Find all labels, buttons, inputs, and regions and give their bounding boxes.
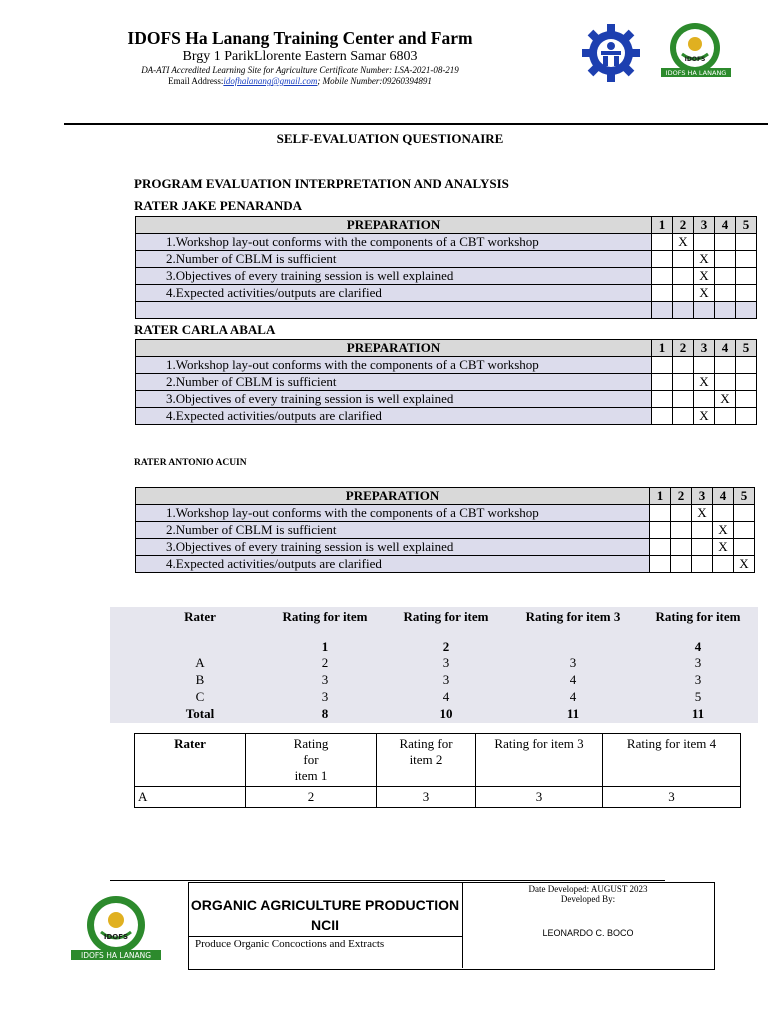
rating-cell <box>694 357 715 374</box>
scale-2: 2 <box>671 488 692 505</box>
rating-item-text: 3.Objectives of every training session is well explained <box>136 539 650 556</box>
rating-cell <box>736 408 757 425</box>
rating-cell: X <box>694 268 715 285</box>
summary-cell: 3 <box>321 672 329 687</box>
rater-a-table <box>134 733 741 808</box>
rating-cell <box>671 505 692 522</box>
rating-cell <box>673 408 694 425</box>
rating-cell <box>652 391 673 408</box>
rating-item-text: 4.Expected activities/outputs are clarified <box>136 408 652 425</box>
rating-cell <box>715 374 736 391</box>
rating-table <box>135 487 755 573</box>
rating-cell <box>734 505 755 522</box>
rating-cell <box>673 391 694 408</box>
rating-cell: X <box>713 539 734 556</box>
summary-cell: 3 <box>321 689 329 704</box>
rater-label: RATER CARLA ABALA <box>134 322 276 337</box>
bottom-header: Rater <box>135 734 246 787</box>
scale-1: 1 <box>652 217 673 234</box>
scale-5: 5 <box>734 488 755 505</box>
rating-cell <box>652 374 673 391</box>
rating-item-text: 3.Objectives of every training session is well explained <box>136 268 652 285</box>
rating-cell <box>736 251 757 268</box>
rating-cell <box>650 539 671 556</box>
summary-header: Rating for item <box>403 609 489 624</box>
rating-cell <box>736 357 757 374</box>
scale-1: 1 <box>652 340 673 357</box>
rating-item-text <box>136 302 652 319</box>
summary-header-number: 2 <box>442 639 450 654</box>
rating-cell <box>736 234 757 251</box>
rating-item-text: 1.Workshop lay-out conforms with the components of a CBT workshop <box>136 357 652 374</box>
rating-row <box>136 357 757 374</box>
course-subtitle: Produce Organic Concoctions and Extracts <box>195 938 385 950</box>
rating-cell <box>694 391 715 408</box>
rating-row <box>136 302 757 319</box>
rating-cell <box>650 505 671 522</box>
rating-cell <box>652 234 673 251</box>
rating-row <box>136 408 757 425</box>
rater-label: RATER JAKE PENARANDA <box>134 198 303 213</box>
rating-cell: X <box>713 522 734 539</box>
rating-item-text: 4.Expected activities/outputs are clarified <box>136 285 652 302</box>
summary-cell: 3 <box>442 655 450 670</box>
scale-2: 2 <box>673 217 694 234</box>
svg-text:IDOFS HA LANANG: IDOFS HA LANANG <box>665 69 727 77</box>
rating-cell <box>671 539 692 556</box>
bottom-cell: 3 <box>476 787 603 808</box>
scale-5: 5 <box>736 340 757 357</box>
rating-cell <box>715 285 736 302</box>
rating-cell <box>652 302 673 319</box>
mobile-number: ; Mobile Number:09260394891 <box>317 76 432 86</box>
rating-cell: X <box>715 391 736 408</box>
rating-cell <box>694 234 715 251</box>
summary-header: Rating for item <box>655 609 741 624</box>
summary-cell: B <box>195 672 205 687</box>
rating-cell <box>713 505 734 522</box>
summary-header: Rating for item 3 <box>525 609 621 624</box>
rating-row <box>136 251 757 268</box>
rating-cell: X <box>734 556 755 573</box>
rating-cell <box>736 285 757 302</box>
summary-cell: 5 <box>694 689 702 704</box>
scale-5: 5 <box>736 217 757 234</box>
summary-cell: 3 <box>694 672 702 687</box>
rating-cell <box>715 302 736 319</box>
rating-cell <box>673 251 694 268</box>
summary-header-number: 4 <box>694 639 702 654</box>
rating-cell: X <box>694 374 715 391</box>
table-heading: PREPARATION <box>136 488 650 505</box>
rating-cell: X <box>694 251 715 268</box>
gear-logo <box>580 22 642 84</box>
summary-cell: 3 <box>442 672 450 687</box>
rating-cell <box>734 539 755 556</box>
contact-line <box>0 76 600 86</box>
bottom-header: Rating for item 2 <box>377 734 476 787</box>
rating-cell <box>652 408 673 425</box>
scale-3: 3 <box>694 217 715 234</box>
bottom-cell: 2 <box>246 787 377 808</box>
svg-text:IDOFS: IDOFS <box>684 56 706 63</box>
rating-item-text: 1.Workshop lay-out conforms with the components of a CBT workshop <box>136 234 652 251</box>
rating-cell <box>715 234 736 251</box>
rating-cell <box>673 268 694 285</box>
scale-3: 3 <box>694 340 715 357</box>
scale-4: 4 <box>713 488 734 505</box>
rating-cell <box>650 522 671 539</box>
rating-item-text: 4.Expected activities/outputs are clarified <box>136 556 650 573</box>
rating-row <box>136 556 755 573</box>
course-title: ORGANIC AGRICULTURE PRODUCTION NCII <box>190 897 460 933</box>
email-label: Email Address: <box>168 76 224 86</box>
rating-cell <box>652 357 673 374</box>
rating-cell: X <box>694 408 715 425</box>
rating-cell <box>736 268 757 285</box>
scale-3: 3 <box>692 488 713 505</box>
rating-cell <box>713 556 734 573</box>
rating-cell <box>671 556 692 573</box>
table-heading: PREPARATION <box>136 217 652 234</box>
section-heading: PROGRAM EVALUATION INTERPRETATION AND ANALYSIS <box>134 176 509 191</box>
rating-cell <box>673 357 694 374</box>
bottom-cell: A <box>135 787 246 808</box>
rating-cell <box>734 522 755 539</box>
scale-4: 4 <box>715 217 736 234</box>
summary-total-cell: Total <box>185 706 215 721</box>
rating-item-text: 3.Objectives of every training session is well explained <box>136 391 652 408</box>
bottom-header: Rating for item 4 <box>603 734 741 787</box>
rating-cell <box>652 285 673 302</box>
scale-1: 1 <box>650 488 671 505</box>
developed-by-label: Developed By: <box>560 894 616 904</box>
rating-item-text: 2.Number of CBLM is sufficient <box>136 522 650 539</box>
ratings-summary <box>110 607 758 723</box>
summary-cell: A <box>195 655 205 670</box>
svg-text:IDOFS: IDOFS <box>103 933 129 941</box>
rating-cell <box>673 285 694 302</box>
rating-cell: X <box>692 505 713 522</box>
svg-text:IDOFS HA LANANG: IDOFS HA LANANG <box>80 951 152 960</box>
summary-cell: 2 <box>321 655 329 670</box>
rating-cell: X <box>694 285 715 302</box>
rating-row <box>136 234 757 251</box>
rating-item-text: 1.Workshop lay-out conforms with the components of a CBT workshop <box>136 505 650 522</box>
rating-row <box>136 505 755 522</box>
rating-item-text: 2.Number of CBLM is sufficient <box>136 374 652 391</box>
rating-cell <box>673 302 694 319</box>
rating-cell <box>652 251 673 268</box>
bottom-header: Rating for item 1 <box>246 734 377 787</box>
rating-row <box>136 285 757 302</box>
org-address: Brgy 1 ParikLlorente Eastern Samar 6803 <box>182 49 418 64</box>
rating-cell <box>736 391 757 408</box>
rating-row <box>136 539 755 556</box>
summary-header: Rating for item <box>282 609 368 624</box>
email-link[interactable]: idofhalanang@gmail.com <box>223 76 318 86</box>
footer-rule <box>110 880 665 881</box>
bottom-cell: 3 <box>377 787 476 808</box>
rating-cell <box>736 374 757 391</box>
rating-cell <box>715 357 736 374</box>
summary-cell: 4 <box>569 689 577 704</box>
footer-divider <box>188 936 462 937</box>
rating-cell: X <box>673 234 694 251</box>
rating-cell <box>652 268 673 285</box>
rating-row <box>136 374 757 391</box>
summary-cell: 4 <box>442 689 450 704</box>
header-divider <box>64 123 768 125</box>
idofs-logo <box>660 20 732 80</box>
scale-2: 2 <box>673 340 694 357</box>
rating-cell <box>650 556 671 573</box>
rating-cell <box>673 374 694 391</box>
summary-total-cell: 11 <box>691 706 705 721</box>
rating-cell <box>692 522 713 539</box>
summary-total-cell: 10 <box>439 706 453 721</box>
scale-4: 4 <box>715 340 736 357</box>
summary-cell: 3 <box>569 655 577 670</box>
org-name: IDOFS Ha Lanang Training Center and Farm <box>127 28 473 48</box>
developer-name: LEONARDO C. BOCO <box>542 928 634 938</box>
date-developed: Date Developed: AUGUST 2023 <box>528 884 648 894</box>
rating-table <box>135 216 757 319</box>
rating-table <box>135 339 757 425</box>
rating-cell <box>736 302 757 319</box>
table-heading: PREPARATION <box>136 340 652 357</box>
summary-cell: 3 <box>694 655 702 670</box>
footer-idofs-logo <box>70 892 162 962</box>
rating-cell <box>692 539 713 556</box>
bottom-cell: 3 <box>603 787 741 808</box>
rating-cell <box>671 522 692 539</box>
summary-header: Rater <box>184 609 216 624</box>
rating-row <box>136 268 757 285</box>
rating-cell <box>692 556 713 573</box>
rater-label: RATER ANTONIO ACUIN <box>134 458 247 468</box>
document-title: SELF-EVALUATION QUESTIONAIRE <box>276 131 504 146</box>
rating-cell <box>715 251 736 268</box>
summary-cell: C <box>195 689 205 704</box>
rating-item-text: 2.Number of CBLM is sufficient <box>136 251 652 268</box>
rating-cell <box>715 408 736 425</box>
summary-total-cell: 8 <box>321 706 329 721</box>
bottom-header: Rating for item 3 <box>476 734 603 787</box>
rating-row <box>136 522 755 539</box>
accreditation-line: DA-ATI Accredited Learning Site for Agriculture Certificate Number: LSA-2021-08-219 <box>141 65 459 75</box>
rating-cell <box>715 268 736 285</box>
rating-row <box>136 391 757 408</box>
rating-cell <box>694 302 715 319</box>
summary-header-number: 1 <box>321 639 329 654</box>
summary-total-cell: 11 <box>566 706 580 721</box>
summary-cell: 4 <box>569 672 577 687</box>
